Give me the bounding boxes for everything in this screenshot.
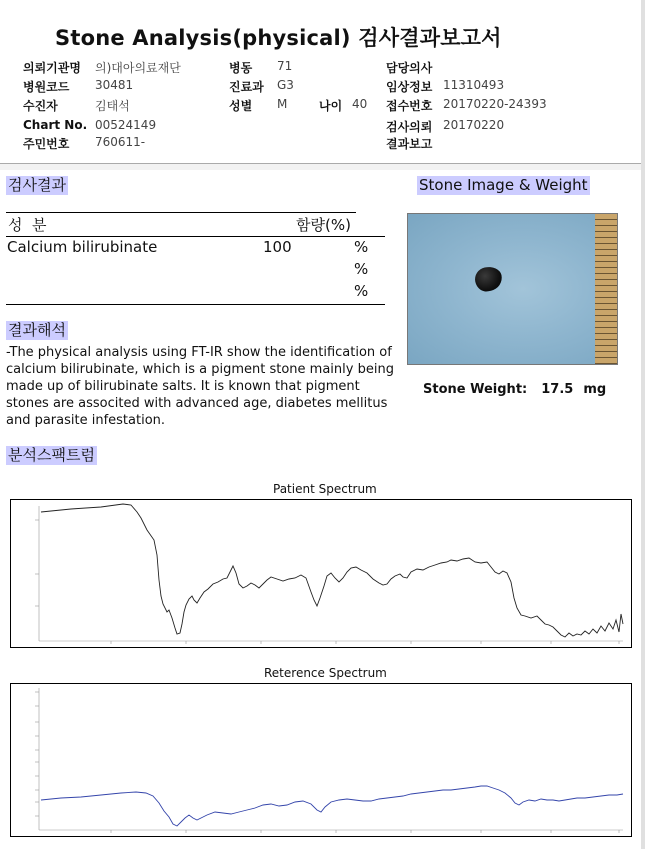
interpretation-section-title: 결과해석 [8,321,66,339]
resident-no-value: 760611- [95,135,146,149]
hospital-code-value: 30481 [95,78,134,92]
ward-label: 병동 [229,61,253,75]
institution-row [23,59,81,76]
test-request-value: 20170220 [443,118,505,132]
result-unit: % [354,260,369,278]
chart-no-label: Chart No. [23,118,88,132]
clinical-info-value: 11310493 [443,78,505,92]
institution-label: 의뢰기관명 [23,61,81,75]
result-component: Calcium bilirubinate [7,238,158,256]
stone-weight-label: Stone Weight: [423,382,528,397]
result-content: 100 [263,238,292,256]
result-report-label: 결과보고 [386,137,433,151]
department-value: G3 [277,78,294,92]
results-table-top-rule [6,212,356,213]
patient-spectrum-title: Patient Spectrum [273,482,377,496]
reference-spectrum-chart [10,683,632,837]
age-label: 나이 [319,99,343,113]
institution-value: 의)대아의료재단 [95,61,181,75]
result-unit: % [354,238,369,256]
result-unit: % [354,282,369,300]
reception-no-label: 접수번호 [386,99,433,113]
hospital-code-label: 병원코드 [23,80,70,94]
sex-label: 성별 [229,99,253,113]
patient-spectrum-chart [10,499,632,648]
spectrum-section-title: 분석스팩트럼 [8,446,95,464]
results-col-content: 함량(%) [296,216,351,234]
patient-value: 김태석 [95,99,130,113]
stone-section-title: Stone Image & Weight [419,176,588,194]
age-value: 40 [352,97,368,111]
patient-label: 수진자 [23,99,58,113]
physician-label: 담당의사 [386,61,433,75]
stone-weight [423,382,606,397]
results-table-bottom-rule [6,304,385,305]
department-label: 진료과 [229,80,264,94]
chart-no-value: 00524149 [95,118,157,132]
test-request-label: 검사의뢰 [386,120,433,134]
header-band [0,164,641,170]
clinical-info-label: 임상정보 [386,80,433,94]
results-col-component: 성 분 [8,216,47,234]
resident-no-label: 주민번호 [23,137,70,151]
interpretation-text: -The physical analysis using FT-IR show the identification of calcium bilirubinate, which is a pigment stone mainly being made up of bilirubinate salts. It is known that pigment stones are associted with advanced age, diabetes mellitus and parasite infestation. [6,345,394,428]
report-title: Stone Analysis(physical) 검사결과보고서 [55,26,502,50]
ward-value: 71 [277,59,293,73]
stone-photo [407,213,618,365]
ruler-scale [595,214,617,364]
reference-spectrum-title: Reterence Spectrum [264,666,387,680]
results-table-header-rule [6,236,385,237]
sex-value: M [277,97,288,111]
reception-no-value: 20170220-24393 [443,97,547,111]
stone-image [473,264,504,293]
results-section-title: 검사결과 [8,176,66,194]
stone-weight-unit: mg [583,382,607,397]
stone-weight-value: 17.5 [541,382,574,397]
